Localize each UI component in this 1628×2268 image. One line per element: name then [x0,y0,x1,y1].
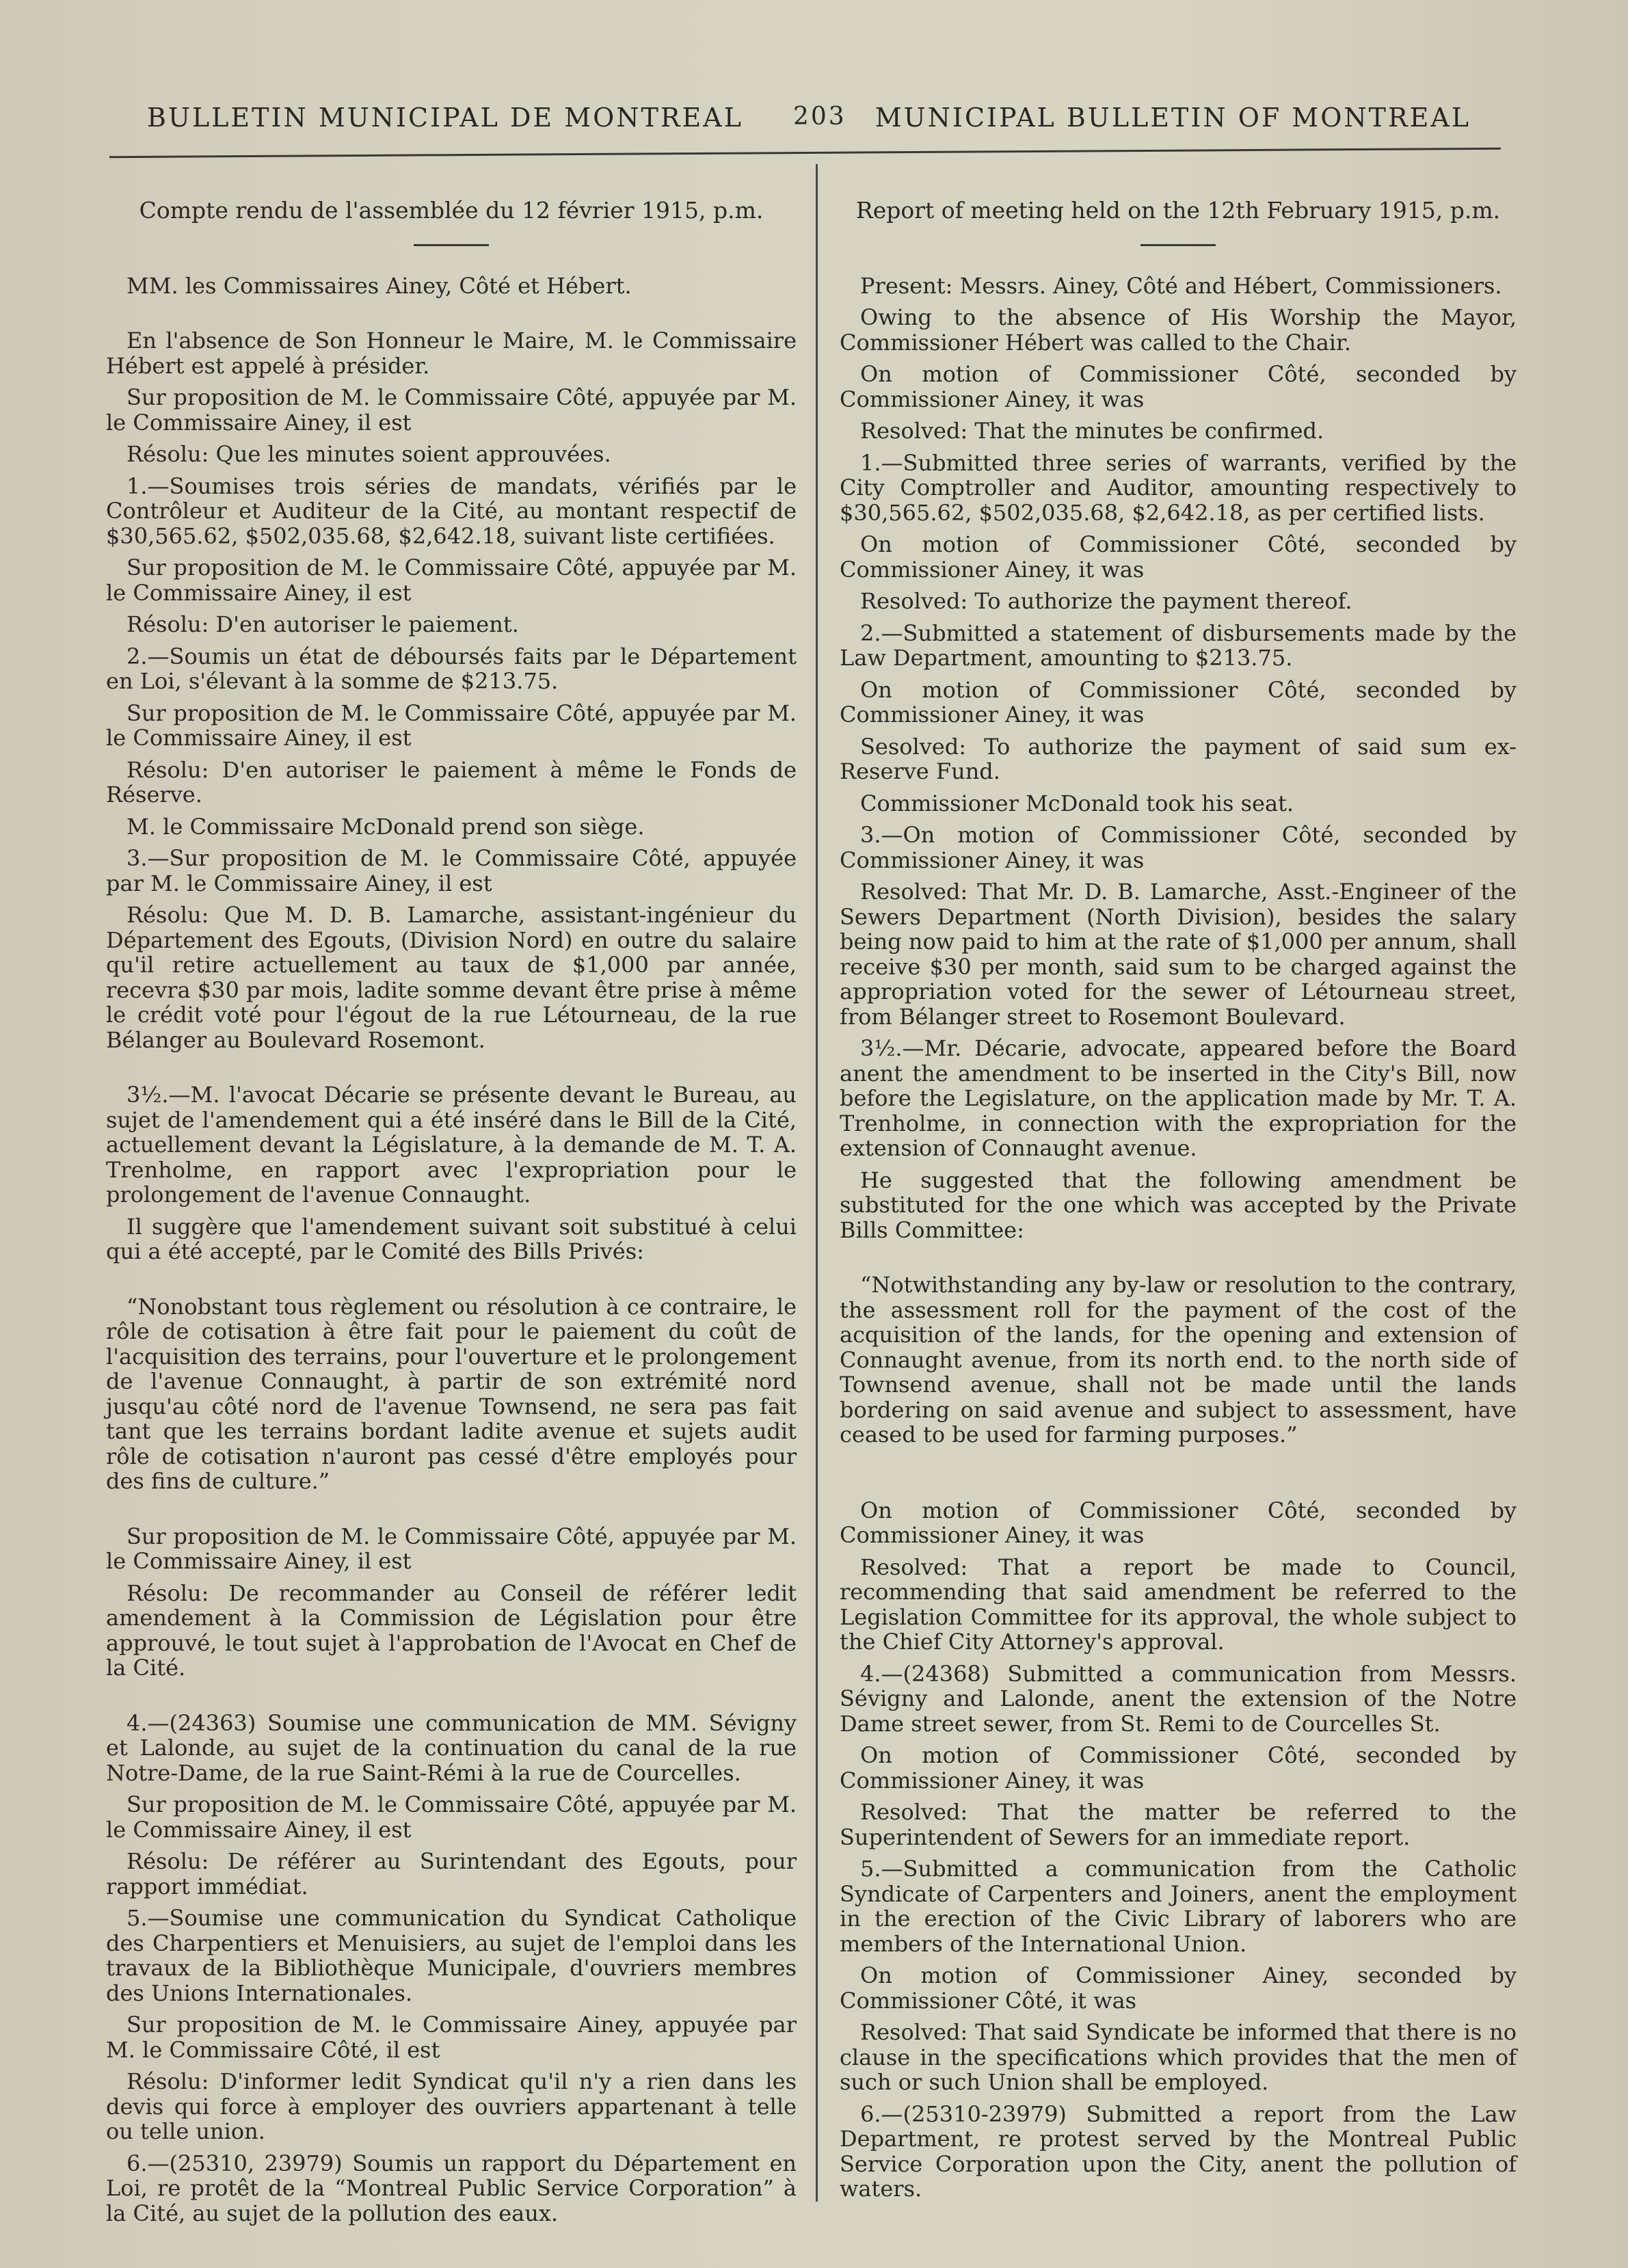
fr-paragraph: 1.—Soumises trois séries de mandats, vérifiés par le Contrôleur et Auditeur de la Cité, au montant respectif de $30,565.62, $502,035.68, $2,642.18, suivant liste certifiées. [106,472,797,549]
fr-paragraph: MM. les Commissaires Ainey, Côté et Hébert. [126,272,632,299]
en-paragraph: 6.—(25310-23979) Submitted a report from the Law Department, re protest served by the Montreal Public Service Corporation upon the City, anent the pollution of waters. [840,2100,1517,2202]
fr-paragraph: Sur proposition de M. le Commissaire Côté, appuyée par M. le Commissaire Ainey, il est [106,1523,797,1574]
en-paragraph: Resolved: To authorize the payment thereof. [860,588,1352,614]
fr-paragraph: Sur proposition de M. le Commissaire Côté, appuyée par M. le Commissaire Ainey, il est [106,699,797,751]
header-right-title: MUNICIPAL BULLETIN OF MONTREAL [875,103,1471,133]
fr-paragraph: Résolu: D'en autoriser le paiement à même le Fonds de Réserve. [106,756,797,808]
fr-paragraph: M. le Commissaire McDonald prend son siège. [126,813,645,840]
fr-paragraph: 3.—Sur proposition de M. le Commissaire Côté, appuyée par M. le Commissaire Ainey, il est [106,845,797,896]
fr-paragraph: 5.—Soumise une communication du Syndicat Catholique des Charpentiers et Menuisiers, au sujet de l'emploi dans les travaux de la Bibliothèque Municipale, d'ouvriers membres des Unions Internationales. [106,1905,797,2006]
fr-paragraph: Il suggère que l'amendement suivant soit substitué à celui qui a été accepté, par le Comité des Bills Privés: [106,1213,797,1264]
english-column [840,198,1517,2209]
running-head [147,103,1471,144]
fr-paragraph: Résolu: Que les minutes soient approuvées. [126,441,611,467]
fr-paragraph: Résolu: D'en autoriser le paiement. [126,611,519,637]
fr-paragraph: Résolu: Que M. D. B. Lamarche, assistant-ingénieur du Département des Egouts, (Division Nord) en outre du salaire qu'il retire actuellement au taux de $1,000 par année, recevra $30 par mois, ladite somme devant être prise à même le crédit voté pour l'égout de la rue Létourneau, de la rue Bélanger au Boulevard Rosemont. [106,902,797,1053]
fr-paragraph: Sur proposition de M. le Commissaire Côté, appuyée par M. le Commissaire Ainey, il est [106,384,797,436]
en-paragraph: On motion of Commissioner Côté, seconded by Commissioner Ainey, it was [840,676,1517,728]
fr-paragraph: 6.—(25310, 23979) Soumis un rapport du Département en Loi, re protêt de la “Montreal Public Service Corporation” à la Cité, au sujet de la pollution des eaux. [106,2150,797,2226]
en-paragraph: 5.—Submitted a communication from the Catholic Syndicate of Carpenters and Joiners, anent the employment in the erection of the Civic Library of laborers who are members of the International Union. [840,1856,1517,1957]
fr-paragraph: 4.—(24363) Soumise une communication de MM. Sévigny et Lalonde, au sujet de la continuation du canal de la rue Notre-Dame, de la rue Saint-Rémi à la rue de Courcelles. [106,1709,797,1786]
en-paragraph: On motion of Commissioner Ainey, seconded by Commissioner Côté, it was [840,1962,1517,2014]
fr-paragraph: Résolu: D'informer ledit Syndicat qu'il n'y a rien dans les devis qui force à employer des ouvriers appartenant à telle ou telle union. [106,2068,797,2144]
en-paragraph: 2.—Submitted a statement of disbursements made by the Law Department, amounting to $213.75. [840,619,1517,671]
en-paragraph: 4.—(24368) Submitted a communication from Messrs. Sévigny and Lalonde, anent the extension of the Notre Dame street sewer, from St. Remi to de Courcelles St. [840,1660,1517,1737]
fr-paragraph: En l'absence de Son Honneur le Maire, M. le Commissaire Hébert est appelé à présider. [106,328,797,379]
en-paragraph: Owing to the absence of His Worship the Mayor, Commissioner Hébert was called to the Chair. [840,304,1517,356]
fr-paragraph: Sur proposition de M. le Commissaire Côté, appuyée par M. le Commissaire Ainey, il est [106,555,797,606]
en-paragraph: Resolved: That said Syndicate be informed that there is no clause in the specifications which provides that the men of such or such Union shall be employed. [840,2019,1517,2095]
fr-paragraph: 2.—Soumis un état de déboursés faits par le Département en Loi, s'élevant à la somme de $213.75. [106,643,797,694]
fr-amendment-quote: “Nonobstant tous règlement ou résolution à ce contraire, le rôle de cotisation à être fait pour le paiement du coût de l'acquisition des terrains, pour l'ouverture et le prolongement de l'avenue Connaught, à partir de son extrémité nord jusqu'au côté nord de l'avenue Townsend, ne sera pas fait tant que les terrains bordant ladite avenue et sujets audit rôle de cotisation n'auront pas cessé d'être employés pour des fins de culture.” [106,1293,797,1494]
en-paragraph: Resolved: That a report be made to Council, recommending that said amendment be referred to the Legislation Committee for its approval, the whole subject to the Chief City Attorney's approval. [840,1553,1517,1655]
column-divider [816,164,818,2202]
en-paragraph: Sesolved: To authorize the payment of said sum ex-Reserve Fund. [840,733,1517,784]
en-paragraph: Resolved: That the minutes be confirmed. [860,418,1324,444]
en-paragraph: 1.—Submitted three series of warrants, verified by the City Comptroller and Auditor, amounting respectively to $30,565.62, $502,035.68, $2,642.18, as per certified lists. [840,449,1517,526]
page-number: 203 [793,103,846,131]
en-paragraph: Resolved: That Mr. D. B. Lamarche, Asst.-Engineer of the Sewers Department (North Division), besides the salary being now paid to him at the rate of $1,000 per annum, shall receive $30 per month, said sum to be charged against the appropriation voted for the sewer of Létourneau street, from Bélanger street to Rosemont Boulevard. [840,879,1517,1030]
en-paragraph: On motion of Commissioner Côté, seconded by Commissioner Ainey, it was [840,1497,1517,1548]
english-title: Report of meeting held on the 12th February 1915, p.m. [855,197,1501,224]
en-paragraph: Present: Messrs. Ainey, Côté and Hébert, Commissioners. [860,272,1502,299]
en-amendment-quote: “Notwithstanding any by-law or resolution to the contrary, the assessment roll for the payment of the cost of the acquisition of the lands, for the opening and extension of Connaught avenue, from its north end. to the north side of Townsend avenue, shall not be made until the lands bordering on said avenue and subject to assessment, have ceased to be used for farming purposes.” [840,1272,1517,1447]
en-paragraph: On motion of Commissioner Côté, seconded by Commissioner Ainey, it was [840,1742,1517,1793]
header-left-title: BULLETIN MUNICIPAL DE MONTREAL [147,103,743,133]
french-column [106,198,797,2232]
fr-paragraph: Sur proposition de M. le Commissaire Côté, appuyée par M. le Commissaire Ainey, il est [106,1791,797,1843]
en-paragraph: Resolved: That the matter be referred to the Superintendent of Sewers for an immediate report. [840,1799,1517,1850]
french-title: Compte rendu de l'assemblée du 12 février 1915, p.m. [139,197,764,224]
fr-paragraph: 3½.—M. l'avocat Décarie se présente devant le Bureau, au sujet de l'amendement qui a été inséré dans le Bill de la Cité, actuellement devant la Législature, à la demande de M. T. A. Trenholme, en rapport avec l'expropriation pour le prolongement de l'avenue Connaught. [106,1082,797,1208]
header-rule [109,148,1501,158]
english-title-rule [1140,244,1216,246]
en-paragraph: 3½.—Mr. Décarie, advocate, appeared before the Board anent the amendment to be inserted in the City's Bill, now before the Legislature, on the application made by Mr. T. A. Trenholme, in connection with the expropriation for the extension of Connaught avenue. [840,1035,1517,1161]
fr-paragraph: Résolu: De référer au Surintendant des Egouts, pour rapport immédiat. [106,1848,797,1899]
en-paragraph: On motion of Commissioner Côté, seconded by Commissioner Ainey, it was [840,361,1517,412]
fr-paragraph: Résolu: De recommander au Conseil de référer ledit amendement à la Commission de Législation pour être approuvé, le tout sujet à l'approbation de l'Avocat en Chef de la Cité. [106,1579,797,1681]
fr-paragraph: Sur proposition de M. le Commissaire Ainey, appuyée par M. le Commissaire Côté, il est [106,2012,797,2063]
en-paragraph: He suggested that the following amendment be substituted for the one which was accepted by the Private Bills Committee: [840,1166,1517,1243]
en-paragraph: Commissioner McDonald took his seat. [860,790,1294,816]
en-paragraph: On motion of Commissioner Côté, seconded by Commissioner Ainey, it was [840,531,1517,583]
en-paragraph: 3.—On motion of Commissioner Côté, seconded by Commissioner Ainey, it was [840,822,1517,873]
french-title-rule [414,244,489,246]
